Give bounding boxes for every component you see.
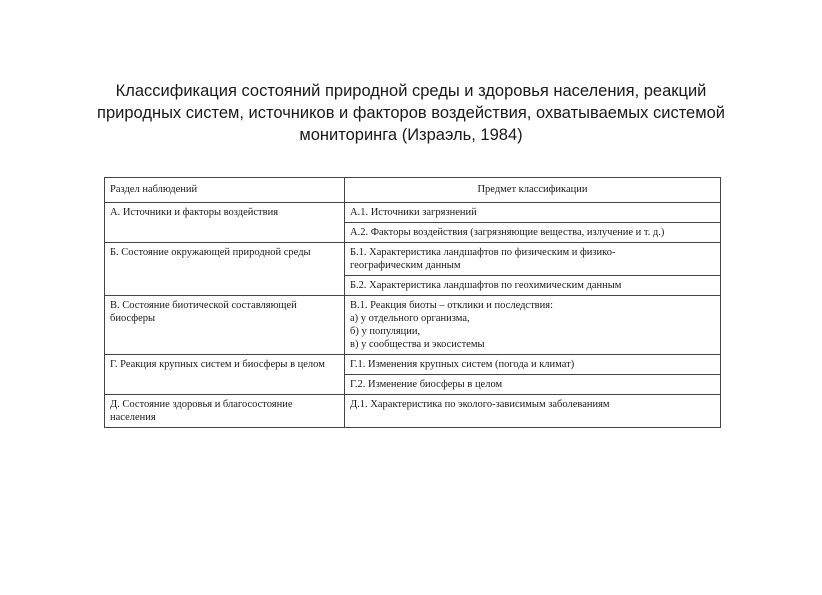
item-line: В.1. Реакция биоты – отклики и последствия: (350, 300, 554, 311)
item-line: б) у популяции, (350, 326, 421, 337)
item-line: А.1. Источники загрязнений (350, 207, 477, 218)
item-cell (345, 276, 721, 296)
item-line: географическим данным (350, 260, 461, 271)
header-subject: Предмет классификации (345, 178, 721, 203)
item-line: а) у отдельного организма, (350, 313, 470, 324)
section-cell: А. Источники и факторы воздействия (105, 203, 345, 243)
section-cell: Г. Реакция крупных систем и биосферы в целом (105, 355, 345, 395)
table-row (105, 203, 721, 223)
table-header-row (105, 178, 721, 203)
item-cell (345, 223, 721, 243)
item-line: А.2. Факторы воздействия (загрязняющие вещества, излучение и т. д.) (350, 227, 665, 238)
page-title (40, 80, 782, 146)
item-line: Г.2. Изменение биосферы в целом (350, 379, 503, 390)
section-cell: В. Состояние биотической составляющей биосферы (105, 296, 345, 355)
title-line: природных систем, источников и факторов воздействия, охватываемых системой (97, 104, 725, 122)
item-cell (345, 243, 721, 276)
title-line: мониторинга (Израэль, 1984) (299, 126, 523, 144)
section-cell: Б. Состояние окружающей природной среды (105, 243, 345, 296)
item-cell (345, 395, 721, 428)
header-section: Раздел наблюдений (105, 178, 345, 203)
item-line: Б.2. Характеристика ландшафтов по геохимическим данным (350, 280, 622, 291)
item-cell (345, 375, 721, 395)
table-row (105, 243, 721, 276)
classification-table (104, 177, 721, 428)
item-line: Д.1. Характеристика по эколого-зависимым заболеваниям (350, 399, 610, 410)
item-line: Г.1. Изменения крупных систем (погода и климат) (350, 359, 575, 370)
table-row (105, 296, 721, 355)
table-row (105, 395, 721, 428)
item-line: в) у сообщества и экосистемы (350, 339, 485, 350)
table-row (105, 355, 721, 375)
item-cell (345, 355, 721, 375)
item-line: Б.1. Характеристика ландшафтов по физическим и физико- (350, 247, 616, 258)
title-line: Классификация состояний природной среды и здоровья населения, реакций (115, 82, 707, 100)
item-cell (345, 203, 721, 223)
item-cell (345, 296, 721, 355)
section-cell: Д. Состояние здоровья и благосостояние населения (105, 395, 345, 428)
